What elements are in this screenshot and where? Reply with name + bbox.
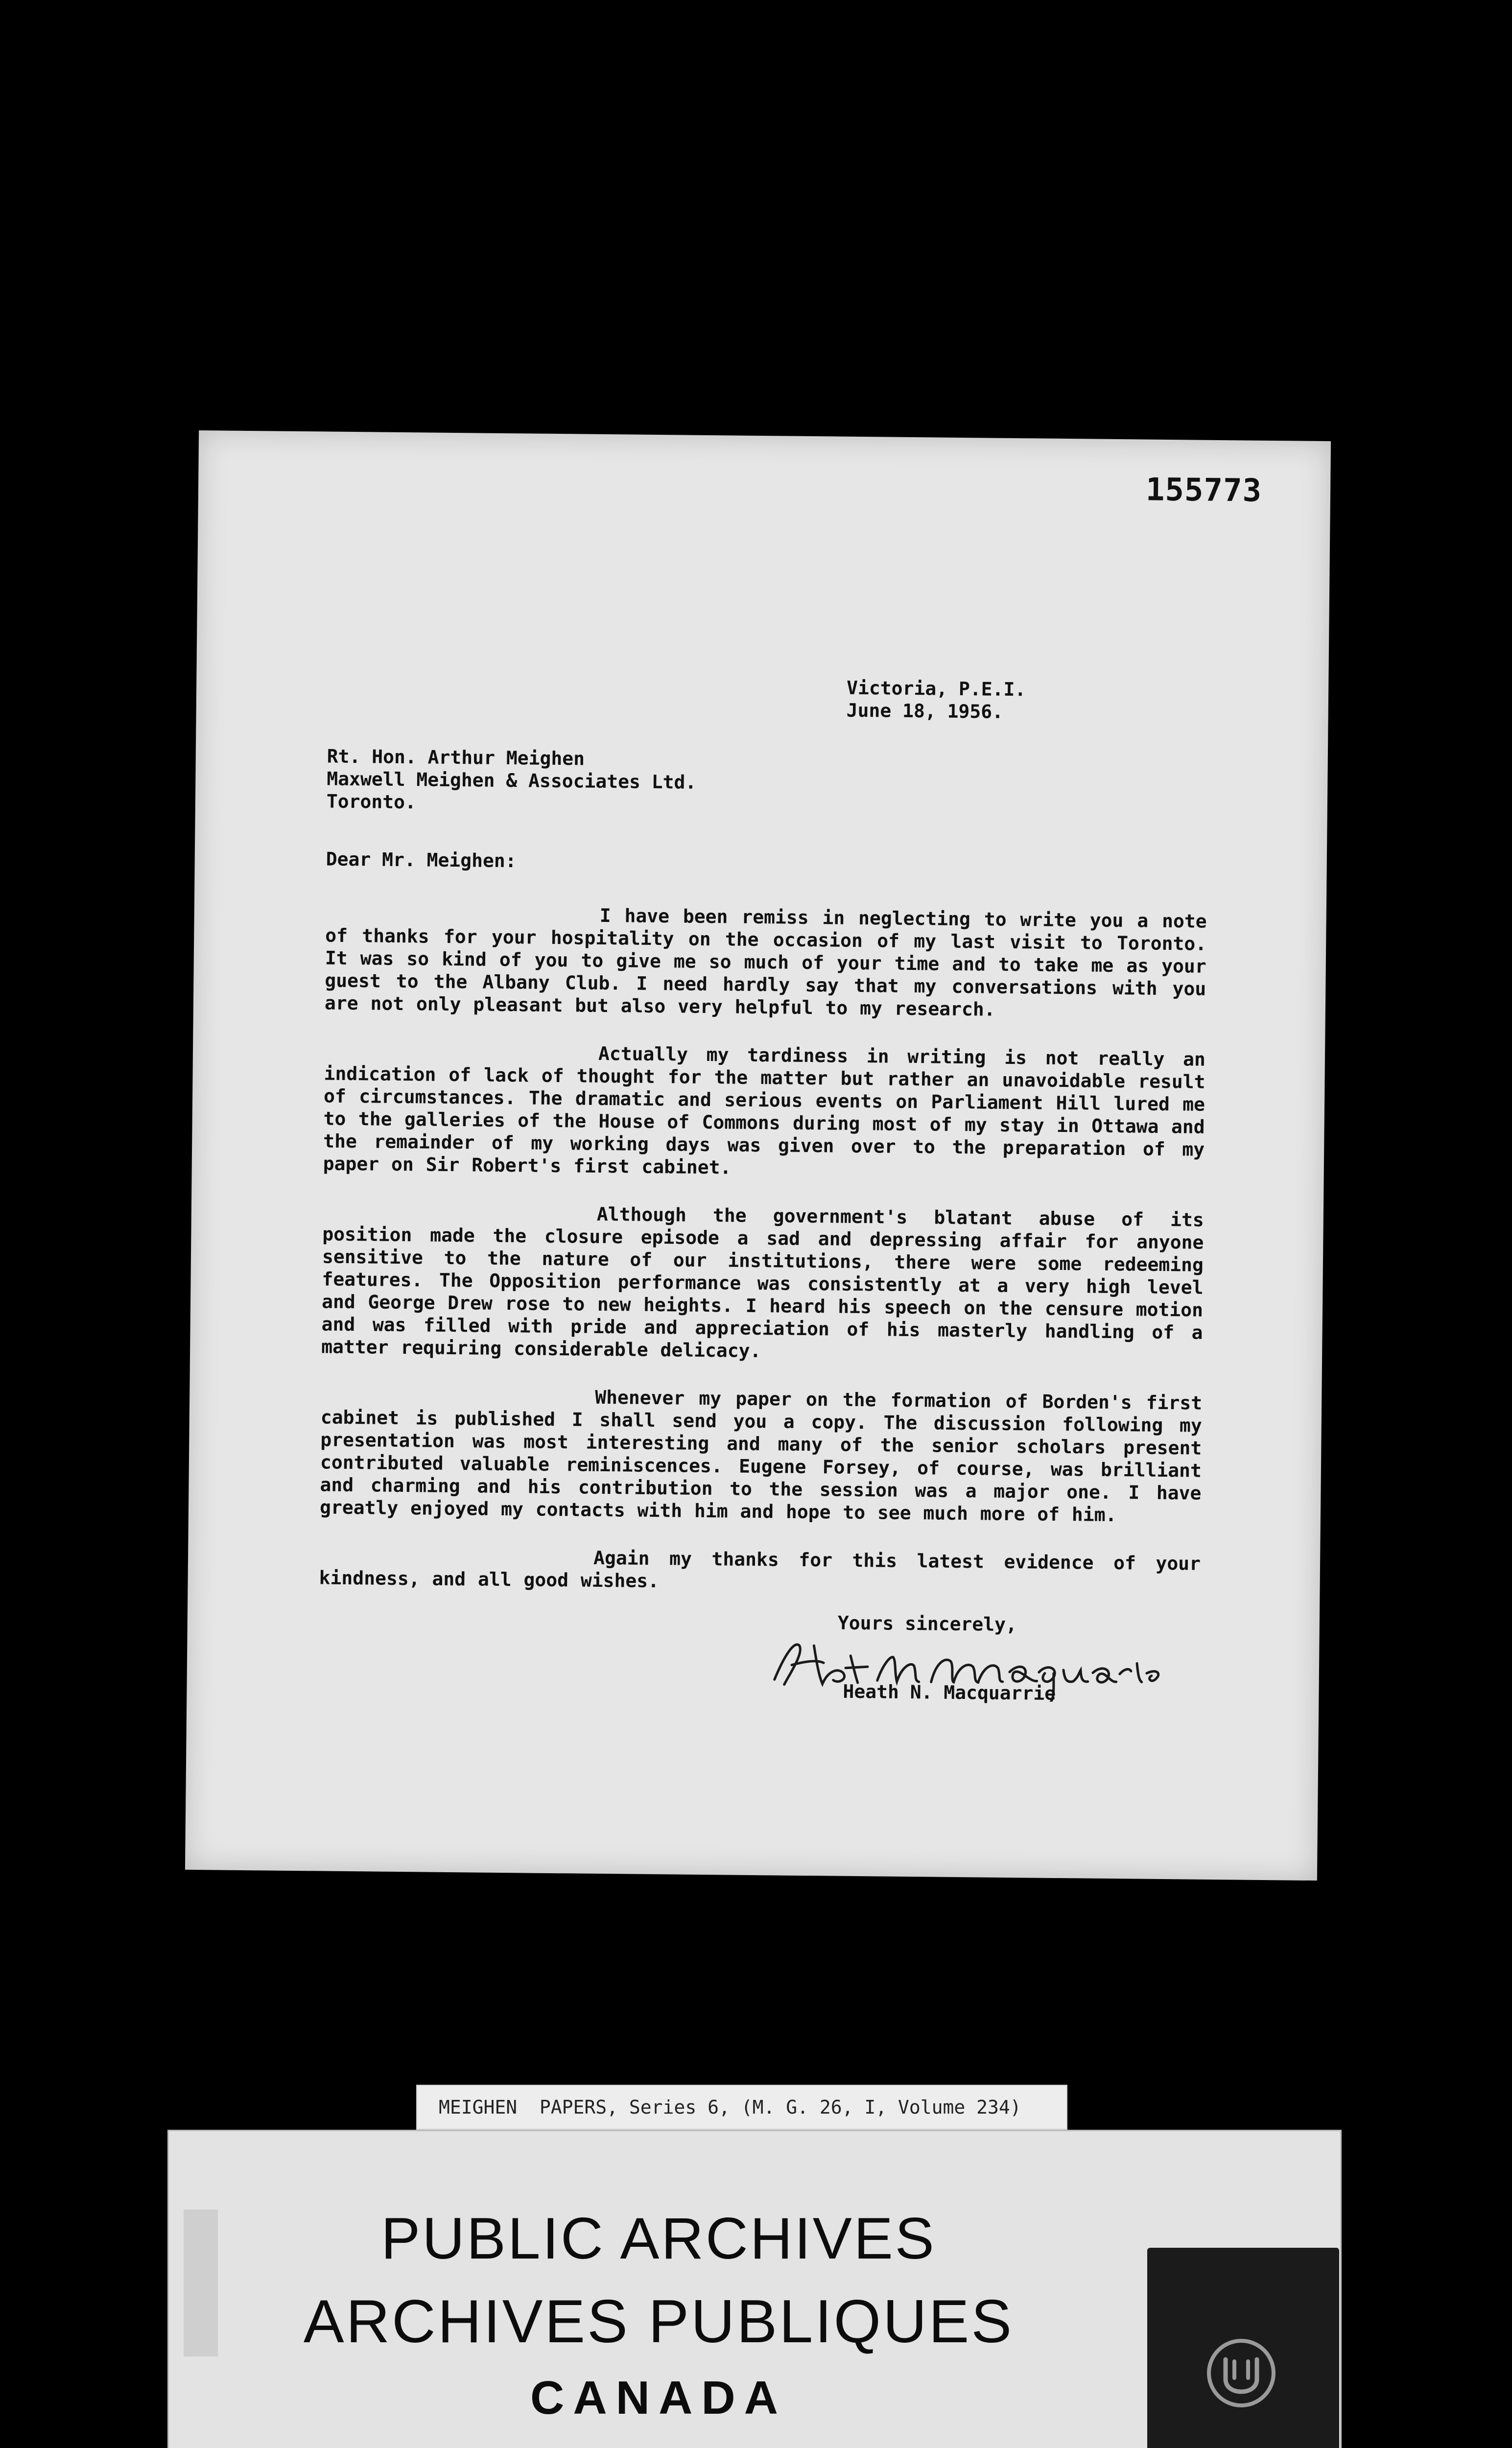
letter-place: Victoria, P.E.I. [846, 677, 1026, 701]
body-paragraph: Although the government's blatant abuse of its position made the closure episode a sad and depressing affair for anyone sensitive to the nature of our institutions, there were some redeeming features. The Opposition performance was consistently at a very high level and George Drew rose to new heights. I heard his speech on the censure motion and was filled with pride and appreciation of his masterly handling of a matter requiring considerable delicacy. [321, 1203, 1204, 1362]
recipient-line: Maxwell Meighen & Associates Ltd. [327, 768, 697, 793]
archives-title-fr: ARCHIVES PUBLIQUES [303, 2288, 1014, 2355]
recipient-address [327, 745, 697, 816]
collection-label: MEIGHEN PAPERS, Series 6, (M. G. 26, I, Volume 234) [416, 2085, 1067, 2130]
seal-panel [1147, 2248, 1339, 2448]
archives-card [167, 2130, 1342, 2448]
complimentary-close: Yours sincerely, [837, 1612, 1017, 1636]
letter-date: June 18, 1956. [846, 699, 1004, 723]
letter-body [319, 901, 1207, 1623]
document-number: 155773 [1145, 471, 1262, 509]
salutation: Dear Mr. Meighen: [326, 848, 517, 872]
signer-name: Heath N. Macquarrie [843, 1680, 1056, 1704]
letter-page [185, 430, 1331, 1881]
body-paragraph: Actually my tardiness in writing is not really an indication of lack of thought for the matter but rather an unavoidable result of circumstances. The dramatic and serious events on Parliament Hill lured me to the galleries of the House of Commons during most of my stay in Ottawa and the remainder of my working days was given over to the preparation of my paper on Sir Robert's first cabinet. [323, 1042, 1206, 1178]
archives-title-en: PUBLIC ARCHIVES [381, 2206, 936, 2271]
archives-seal-icon [1202, 2334, 1280, 2412]
body-paragraph: Whenever my paper on the formation of Borden's first cabinet is published I shall send you a copy. The discussion following my presentation was most interesting and many of the senior scholars present contributed valuable reminiscences. Eugene Forsey, of course, was brilliant and charming and his contribution to the session was a major one. I have greatly enjoyed my contacts with him and hope to see much more of him. [319, 1386, 1203, 1526]
body-paragraph: I have been remiss in neglecting to write you a note of thanks for your hospitality on the occasion of my last visit to Toronto. It was so kind of you to give me so much of your time and to take me as your guest to the Albany Club. I need hardly say that my conversations with you are not only pleasant but also very helpful to my research. [324, 904, 1207, 1020]
recipient-line: Rt. Hon. Arthur Meighen [327, 745, 585, 770]
place-date-block [847, 677, 1026, 724]
archives-country: CANADA [530, 2372, 787, 2424]
body-paragraph: Again my thanks for this latest evidence of your kindness, and all good wishes. [319, 1547, 1201, 1592]
recipient-line: Toronto. [326, 790, 417, 813]
